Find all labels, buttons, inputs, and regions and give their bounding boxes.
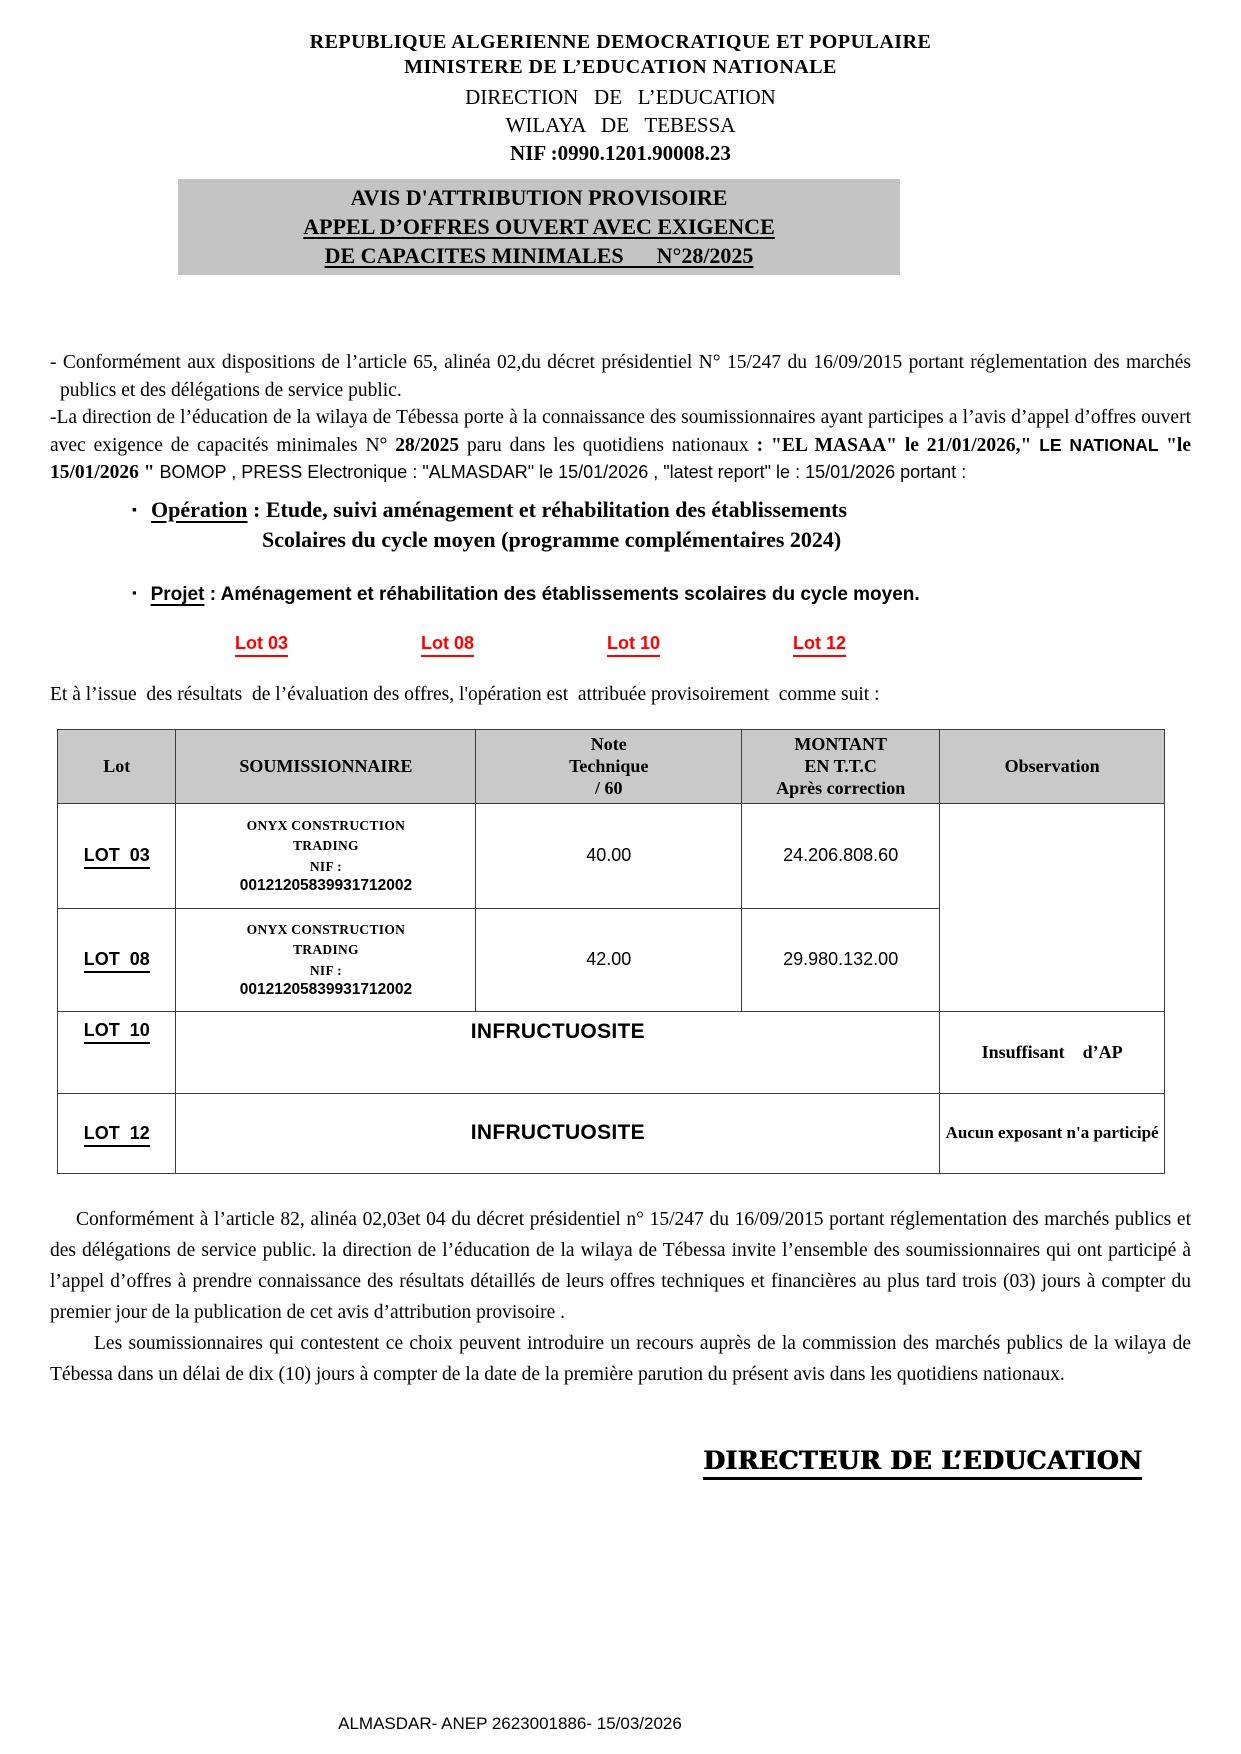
lot03-08-observation-cell	[940, 803, 1165, 1011]
company-name-line1: ONYX CONSTRUCTION	[246, 921, 406, 937]
result-intro-line: Et à l’issue des résultats de l’évaluation des offres, l'opération est attribuée provisoirement comme suit :	[50, 683, 880, 705]
wilaya-line: WILAYA DE TEBESSA	[505, 113, 736, 137]
closing-section	[50, 1204, 1191, 1390]
projet-text: Aménagement et réhabilitation des établissements scolaires du cycle moyen.	[220, 583, 920, 605]
intro-section	[50, 349, 1191, 487]
lot08-company-cell	[176, 908, 476, 1011]
intro-paragraph-2	[50, 404, 1191, 487]
notice-title-line1: AVIS D'ATTRIBUTION PROVISOIRE	[350, 185, 728, 210]
tender-number: 28/2025	[395, 434, 460, 456]
lot10-cell	[58, 1011, 176, 1093]
operation-label: Opération	[150, 496, 248, 522]
company-nif-label: NIF :	[309, 858, 342, 874]
lot03-note-cell: 40.00	[476, 803, 742, 908]
lot-03-label: Lot 03	[235, 632, 288, 657]
intro-paragraph-1: - Conformément aux dispositions de l’article 65, alinéa 02,du décret présidentiel N° 15/247 du 16/09/2015 portant réglementation des marchés publics et des délégations de service public.	[50, 352, 1191, 401]
table-header-row	[58, 729, 1165, 803]
intro-p2-text2: paru dans les quotidiens nationaux	[459, 434, 757, 456]
closing-paragraph-2: Les soumissionnaires qui contestent ce choix peuvent introduire un recours auprès de la commission des marchés publics de la wilaya de Tébessa dans un délai de dix (10) jours à compter de la date de la première parution du présent avis dans les quotidiens nationaux.	[50, 1332, 1191, 1385]
nif-line: NIF :0990.1201.90008.23	[510, 141, 731, 165]
lot03-company-cell	[176, 803, 476, 908]
note-header-line2: Technique	[569, 756, 649, 776]
lot03-label: LOT 03	[84, 845, 150, 869]
square-bullet-icon: ▪	[132, 502, 137, 518]
montant-header-line3: Après correction	[776, 778, 906, 798]
projet-item	[50, 580, 1191, 608]
company-name-line1: ONYX CONSTRUCTION	[246, 817, 406, 833]
lot03-montant-cell: 24.206.808.60	[742, 803, 940, 908]
lot03-cell	[58, 803, 176, 908]
lot12-label: LOT 12	[84, 1123, 150, 1147]
notice-title-line3: DE CAPACITES MINIMALES N°28/2025	[324, 243, 754, 268]
ministry-title: MINISTERE DE L’EDUCATION NATIONALE	[404, 56, 837, 78]
lot10-status-cell: INFRUCTUOSITE	[176, 1011, 940, 1093]
document-header	[50, 30, 1191, 167]
lot08-label: LOT 08	[84, 949, 150, 973]
note-header-line1: Note	[590, 734, 627, 754]
publication-footer: ALMASDAR- ANEP 2623001886- 15/03/2026	[338, 1714, 682, 1733]
closing-paragraph-1: Conformément à l’article 82, alinéa 02,03et 04 du décret présidentiel n° 15/247 du 16/09/2015 portant réglementation des marchés publics et des délégations de service public. la direction de l’éducation de la wilaya de Tébessa invite l’ensemble des soumissionnaires qui ont participé à l’appel d’offres à prendre connaissance des résultats détaillés de leurs offres techniques et financières au plus tard trois (03) jours à compter du premier jour de la publication de cet avis d’attribution provisoire .	[50, 1208, 1191, 1323]
note-header-line3: / 60	[595, 778, 623, 798]
operation-item	[50, 495, 1191, 554]
lot10-observation-cell: Insuffisant d’AP	[940, 1011, 1165, 1093]
lot12-status-cell: INFRUCTUOSITE	[176, 1093, 940, 1173]
direction-line: DIRECTION DE L’EDUCATION	[465, 85, 776, 109]
journal-elmasaa: : "EL MASAA" le 21/01/2026,"	[756, 434, 1032, 456]
republic-title: REPUBLIQUE ALGERIENNE DEMOCRATIQUE ET POPULAIRE	[309, 31, 932, 53]
company-name-line2: TRADING	[293, 837, 359, 853]
projet-separator: :	[204, 583, 221, 605]
company-nif-number: 00121205839931712002	[239, 876, 413, 894]
lot-10-label: Lot 10	[607, 632, 660, 657]
montant-header-line1: MONTANT	[794, 734, 887, 754]
intro-p2-text: -La direction de l’éducation de la wilaya de Tébessa porte à la connaissance des soumissionnaires ayant participes a l’avis d’appel d’offres ouvert avec exigence de capacités minimales N°	[50, 407, 1191, 456]
col-header-soumissionnaire: SOUMISSIONNAIRE	[176, 729, 476, 803]
company-nif-label: NIF :	[309, 962, 342, 978]
table-row	[58, 1011, 1165, 1093]
operation-text-line1: Etude, suivi aménagement et réhabilitation des établissements	[265, 496, 848, 522]
lots-row	[50, 632, 1191, 657]
projet-label: Projet	[150, 583, 205, 605]
lot-12-label: Lot 12	[793, 632, 846, 657]
lot12-observation-cell: Aucun exposant n'a participé	[940, 1093, 1165, 1173]
company-name-line2: TRADING	[293, 941, 359, 957]
lot08-montant-cell: 29.980.132.00	[742, 908, 940, 1011]
lot08-note-cell: 42.00	[476, 908, 742, 1011]
journal-lenational: LE NATIONAL	[1031, 434, 1167, 455]
col-header-note	[476, 729, 742, 803]
square-bullet-icon: ▪	[132, 584, 137, 600]
journal-others: BOMOP , PRESS Electronique : "ALMASDAR" le 15/01/2026 , "latest report" le : 15/01/2026 portant :	[154, 462, 967, 482]
montant-header-line2: EN T.T.C	[804, 756, 877, 776]
col-header-lot: Lot	[58, 729, 176, 803]
table-row	[58, 1093, 1165, 1173]
col-header-montant	[742, 729, 940, 803]
lot-08-label: Lot 08	[421, 632, 474, 657]
lot10-label: LOT 10	[84, 1020, 150, 1044]
journal-lenational-date: "le 15/01/2026 "	[50, 434, 1191, 483]
notice-title-line2: APPEL D’OFFRES OUVERT AVEC EXIGENCE	[303, 214, 775, 239]
operation-separator: :	[247, 496, 266, 522]
notice-title-box	[178, 179, 900, 275]
company-nif-number: 00121205839931712002	[239, 980, 413, 998]
lot08-cell	[58, 908, 176, 1011]
results-table	[57, 729, 1165, 1174]
table-row	[58, 803, 1165, 908]
operation-text-line2: Scolaires du cycle moyen (programme complémentaires 2024)	[262, 526, 842, 552]
director-signature-title: DIRECTEUR DE L’EDUCATION	[703, 1446, 1142, 1480]
col-header-observation: Observation	[940, 729, 1165, 803]
lot12-cell	[58, 1093, 176, 1173]
